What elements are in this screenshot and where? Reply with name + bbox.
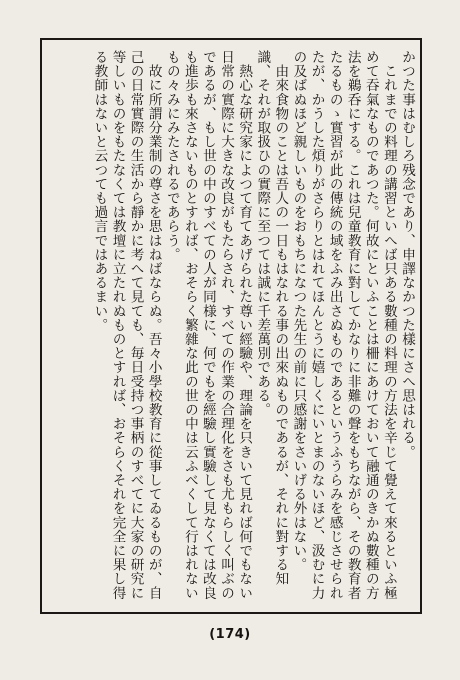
- paragraph-1: かつた事はむしろ残念であり、申譯なかつた樣にさへ思はれる。: [399, 50, 415, 459]
- paragraph-3: 由來食物のことは吾人の一日もはなれる事の出來ぬものであるが、それに對する知識、それが取扱ひの實際に至つては誠に千差萬別である。: [254, 50, 289, 586]
- paragraph-4: 熱心な研究家によつて育てあげられた尊い經驗や、理論を只きいて見れば何でもない日常の實際に大きな改良がもたらされ、すべての作業の合理化をさも尤もらしく叫ぶのであるが、もし世の中のすべての人が同様に、何でもを經驗し實驗して見なくては改良も進歩も來さないものとすれば、おそらく繁雜な此の世の中は云ふべくして行はれないもの々みにみたされるであらう。: [163, 50, 253, 600]
- page-number: (174): [209, 627, 251, 642]
- paragraph-2: これまでの料理の講習といへば只ある數種の料理の方法を辛じて覺えて來るといふ極めて吞氣なものであつた。何故にといふことは柵にあけておいて融通のきかぬ數種の方法を鵜呑にする。これは兒童教育に對してかなりに非難の聲をもちながら、その教育者たるものゝ實習が此の傳統の域をふみ出さぬものであるというふうらみを感じさせられたが、かうした煩りがさらりとはれてほんとうに嬉しくにいとまのないほど、汲むに力の及ばぬほど親しいものをおもちになつた先生の前に只感謝をさいげる外はない。: [290, 50, 397, 600]
- page-frame: [40, 38, 422, 614]
- body-text: [48, 50, 416, 602]
- paragraph-5: 故に所謂分業制の尊さを思はねばならぬ。吾々小學校教育に從事してゐるものが、自己の日常實際の生活から靜かに考へて見ても、毎日受持つ事柄のすべてに大家の研究に等しいものをもたなくては教壇に立たれぬものとすれば、おそらくそれを完全に果し得る教師はないと云つても過言ではあるまい。: [91, 50, 162, 600]
